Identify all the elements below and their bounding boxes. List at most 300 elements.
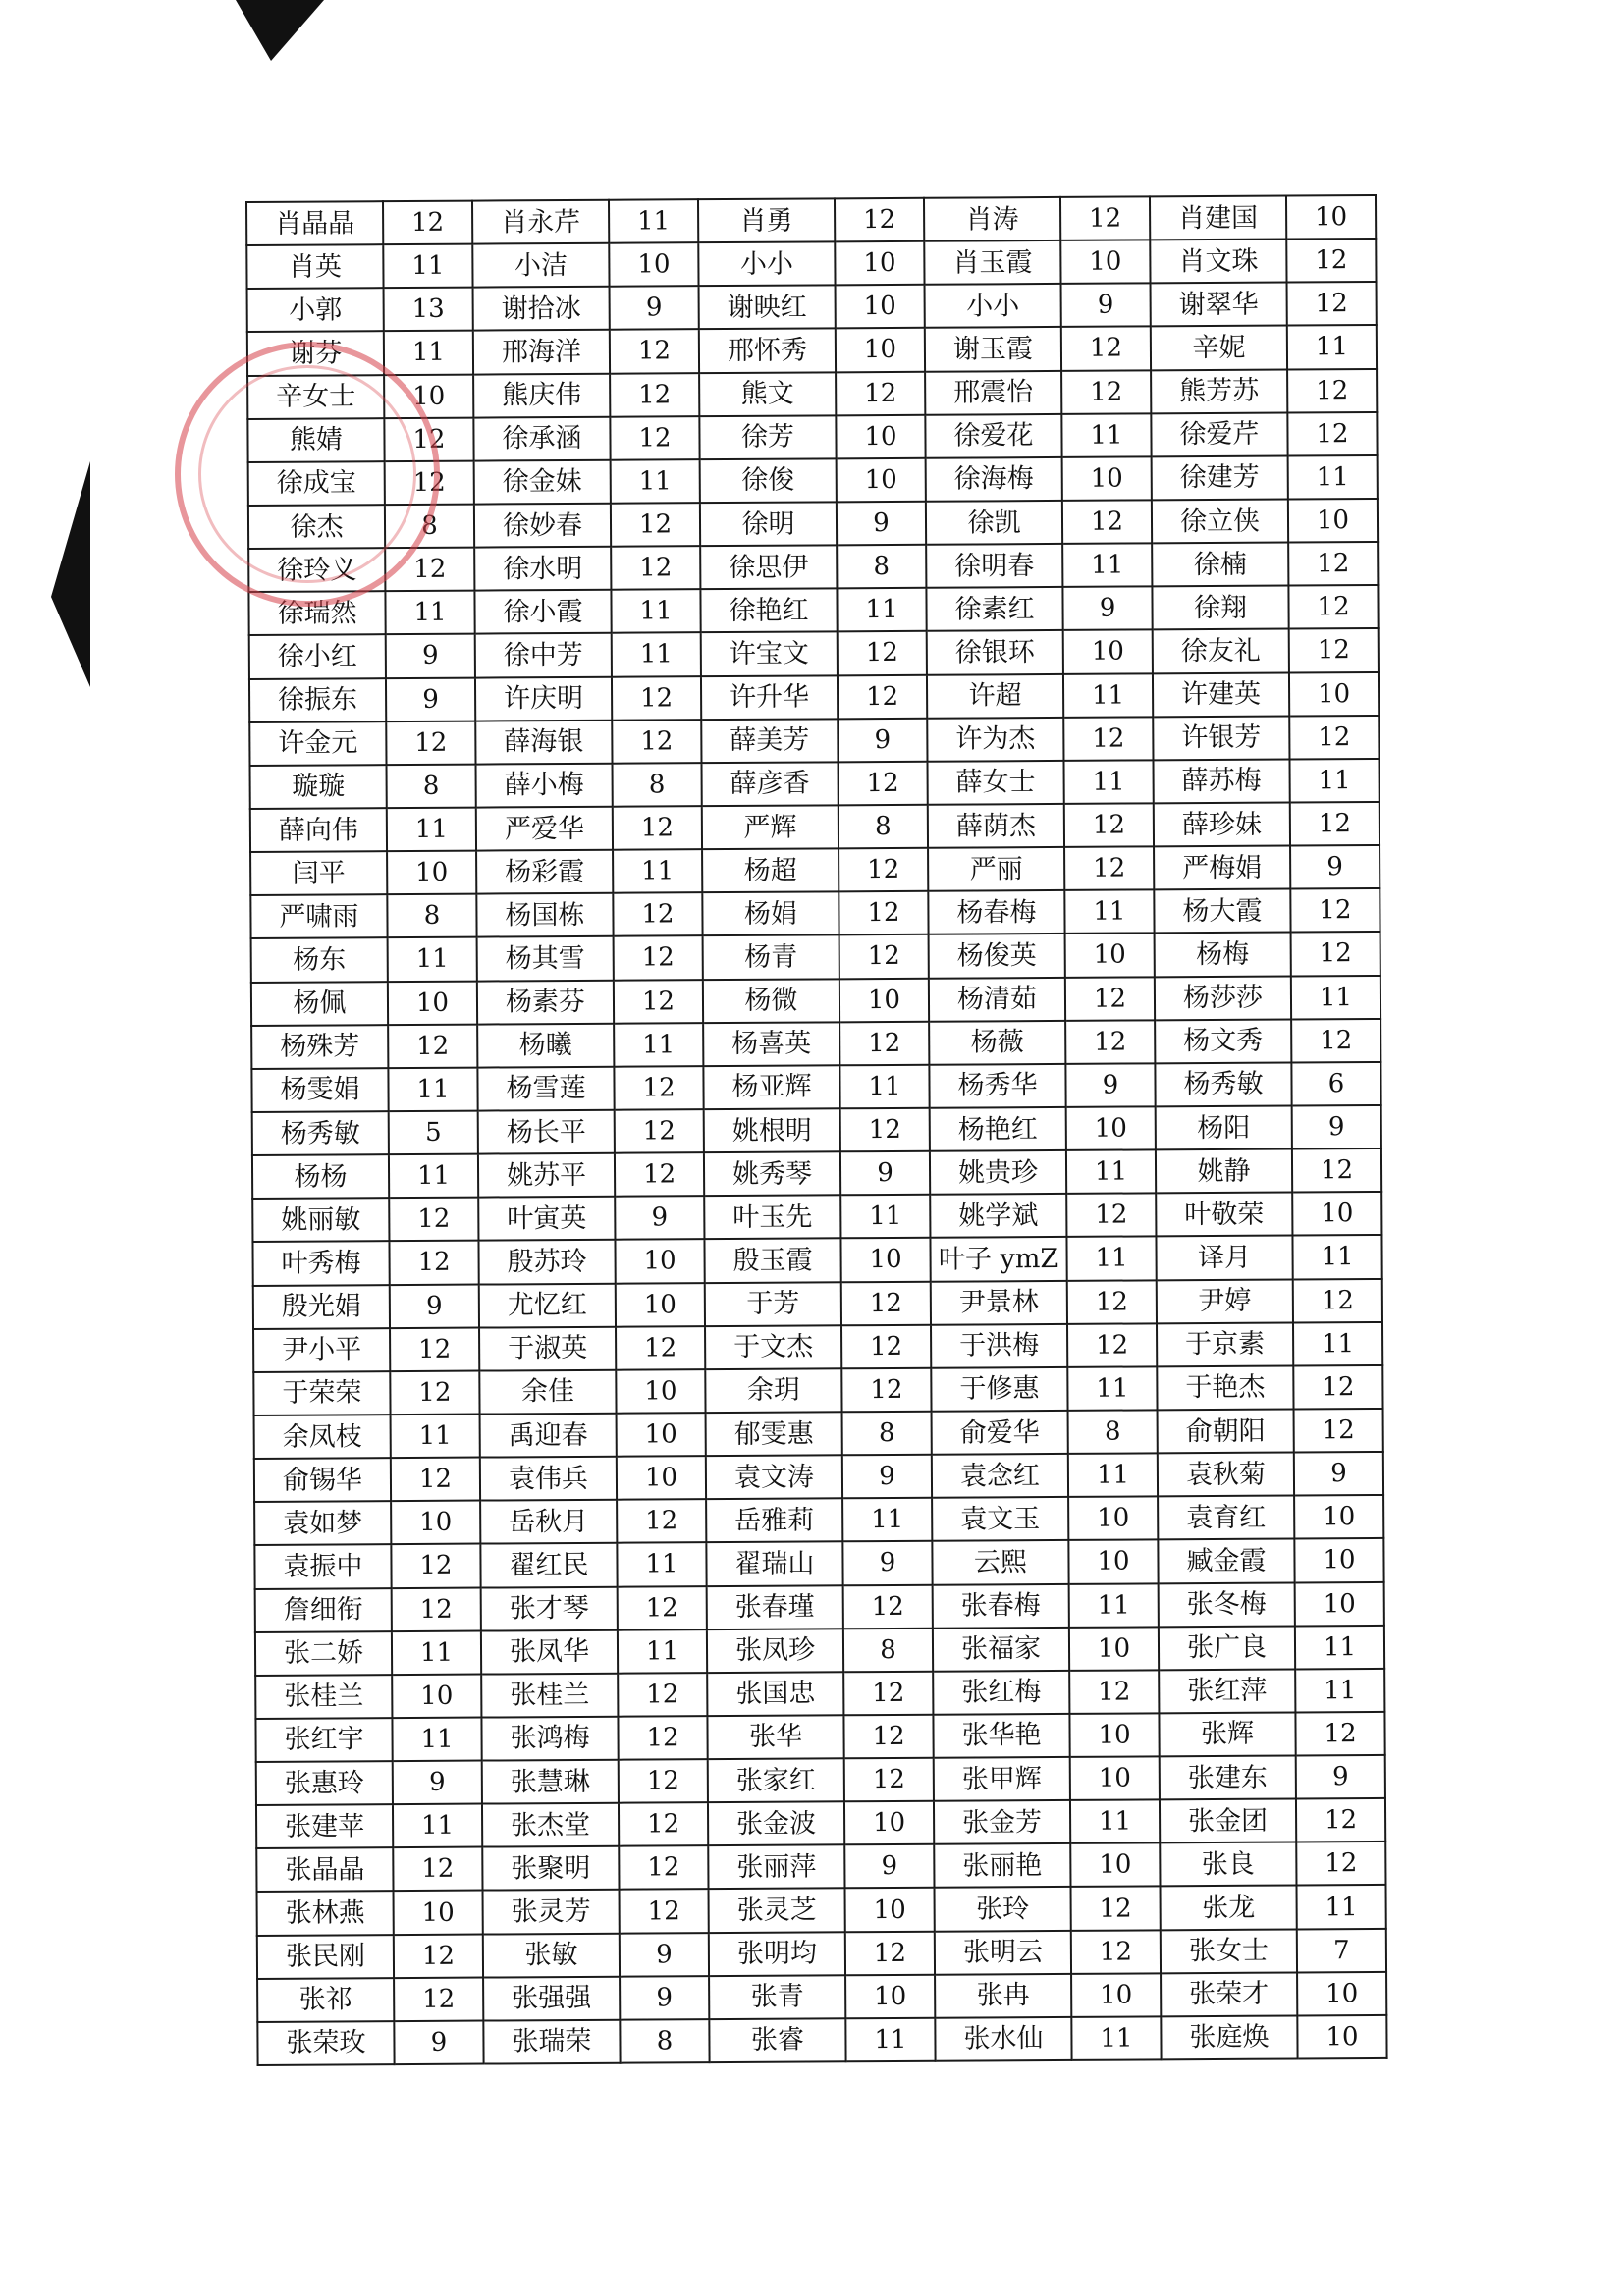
name-cell: 杨微 (703, 979, 839, 1023)
count-cell: 9 (1290, 845, 1380, 889)
name-cell: 姚丽敏 (252, 1198, 389, 1242)
count-cell: 11 (1292, 1235, 1381, 1279)
name-cell: 许宝文 (701, 632, 838, 676)
name-cell: 邢海洋 (473, 330, 610, 374)
count-cell: 12 (612, 676, 701, 721)
name-cell: 邢震怡 (925, 370, 1061, 414)
name-cell: 徐金妹 (474, 460, 611, 505)
count-cell: 12 (391, 1544, 480, 1588)
count-cell: 11 (388, 937, 477, 982)
name-cell: 尹小平 (253, 1328, 390, 1372)
count-cell: 12 (839, 891, 928, 935)
count-cell: 12 (1060, 196, 1150, 240)
count-cell: 10 (1070, 1843, 1160, 1888)
table-row (253, 1365, 1382, 1415)
roster-body (246, 195, 1387, 2065)
count-cell: 10 (839, 978, 929, 1022)
name-cell: 薛海银 (475, 720, 612, 764)
table-row (257, 2015, 1386, 2065)
name-cell: 张建苹 (256, 1804, 393, 1848)
name-cell: 徐杰 (248, 505, 385, 549)
count-cell: 11 (1063, 760, 1153, 804)
name-cell: 余玥 (705, 1368, 841, 1413)
count-cell: 10 (835, 241, 924, 286)
name-cell: 叶子 ymZ (930, 1237, 1066, 1281)
name-cell: 张晶晶 (256, 1847, 393, 1892)
name-cell: 薛苏梅 (1153, 759, 1289, 803)
count-cell: 7 (1297, 1929, 1386, 1973)
name-cell: 肖涛 (924, 197, 1060, 241)
name-cell: 肖永芹 (472, 200, 609, 244)
name-cell: 徐友礼 (1153, 629, 1289, 673)
count-cell: 11 (617, 1543, 706, 1587)
name-cell: 张祁 (257, 1978, 394, 2022)
name-cell: 张青 (709, 1975, 845, 2019)
count-cell: 12 (388, 1024, 477, 1068)
count-cell: 12 (1291, 932, 1380, 976)
name-cell: 谢芬 (247, 332, 384, 376)
name-cell: 袁文玉 (932, 1497, 1068, 1541)
count-cell: 8 (387, 764, 476, 808)
table-row (247, 412, 1377, 462)
name-cell: 张春瑾 (707, 1585, 843, 1629)
count-cell: 12 (1064, 803, 1154, 847)
name-cell: 张凤珍 (707, 1629, 843, 1673)
count-cell: 12 (844, 1758, 934, 1802)
count-cell: 12 (841, 1324, 931, 1368)
name-cell: 徐小霞 (474, 590, 611, 634)
name-cell: 袁如梦 (254, 1501, 391, 1545)
name-cell: 徐承涵 (473, 416, 610, 460)
count-cell: 12 (838, 674, 927, 719)
name-cell: 尹景林 (931, 1280, 1067, 1324)
count-cell: 10 (388, 981, 477, 1025)
count-cell: 12 (1286, 239, 1376, 283)
name-cell: 张家红 (708, 1758, 844, 1802)
count-cell: 12 (841, 1368, 931, 1413)
name-cell: 于艳杰 (1157, 1365, 1293, 1410)
name-cell: 杨超 (702, 848, 839, 892)
count-cell: 12 (839, 762, 928, 806)
count-cell: 12 (611, 546, 700, 590)
name-cell: 张红宇 (255, 1718, 392, 1762)
table-row (248, 499, 1378, 549)
count-cell: 10 (840, 1238, 930, 1282)
name-cell: 杨青 (703, 935, 839, 980)
name-cell: 杨梅 (1155, 933, 1291, 977)
count-cell: 10 (1297, 1972, 1386, 2016)
count-cell: 11 (1291, 975, 1380, 1019)
name-cell: 严辉 (702, 805, 839, 849)
count-cell: 10 (1063, 630, 1153, 674)
count-cell: 10 (836, 285, 925, 329)
count-cell: 10 (1068, 1497, 1158, 1541)
name-cell: 张辉 (1159, 1712, 1295, 1756)
name-cell: 尤忆红 (479, 1283, 616, 1327)
count-cell: 12 (1063, 717, 1153, 761)
count-cell: 9 (610, 286, 699, 330)
count-cell: 9 (844, 1844, 934, 1889)
count-cell: 12 (610, 416, 699, 460)
count-cell: 10 (1070, 1756, 1160, 1800)
name-cell: 臧金霞 (1158, 1539, 1294, 1583)
name-cell: 杨殊芳 (251, 1025, 388, 1069)
name-cell: 翟瑞山 (706, 1542, 842, 1586)
name-cell: 张瑞荣 (483, 2020, 620, 2064)
name-cell: 张睿 (709, 2018, 845, 2062)
table-row (252, 1192, 1381, 1242)
name-cell: 殷光娟 (253, 1285, 390, 1329)
name-cell: 邢怀秀 (699, 329, 836, 373)
count-cell: 12 (1067, 1323, 1157, 1367)
name-cell: 俞锡华 (254, 1458, 391, 1502)
count-cell: 12 (1061, 327, 1151, 371)
count-cell: 11 (612, 633, 701, 677)
count-cell: 11 (387, 808, 476, 852)
name-cell: 张林燕 (257, 1892, 394, 1936)
name-cell: 张春梅 (933, 1583, 1069, 1628)
count-cell: 8 (387, 894, 476, 938)
count-cell: 10 (391, 1501, 480, 1545)
name-cell: 杨长平 (478, 1110, 615, 1154)
count-cell: 11 (611, 589, 700, 633)
name-cell: 张冉 (935, 1974, 1071, 2018)
name-cell: 肖晶晶 (246, 201, 383, 245)
count-cell: 12 (1293, 1365, 1382, 1410)
name-cell: 严丽 (928, 847, 1064, 891)
table-row (254, 1409, 1383, 1459)
count-cell: 12 (619, 1759, 708, 1803)
name-cell: 殷玉霞 (704, 1239, 840, 1283)
count-cell: 8 (842, 1412, 932, 1456)
count-cell: 9 (1296, 1755, 1385, 1799)
count-cell: 8 (620, 2019, 709, 2063)
count-cell: 10 (1068, 1540, 1158, 1584)
count-cell: 12 (1288, 585, 1378, 629)
name-cell: 许金元 (249, 721, 386, 766)
name-cell: 张明均 (709, 1932, 845, 1976)
count-cell: 10 (1294, 1538, 1383, 1582)
count-cell: 12 (385, 548, 474, 592)
name-cell: 徐立侠 (1152, 500, 1288, 544)
name-cell: 张桂兰 (255, 1675, 392, 1719)
count-cell: 11 (393, 1804, 482, 1848)
name-cell: 于洪梅 (931, 1324, 1067, 1368)
count-cell: 12 (618, 1716, 707, 1760)
count-cell: 10 (1294, 1495, 1383, 1539)
count-cell: 12 (840, 1108, 930, 1152)
count-cell: 8 (385, 505, 474, 549)
name-cell: 张金波 (708, 1802, 844, 1846)
count-cell: 12 (1069, 1670, 1159, 1714)
table-row (251, 975, 1380, 1025)
count-cell: 11 (613, 849, 702, 893)
count-cell: 12 (836, 371, 925, 415)
count-cell: 12 (619, 1802, 708, 1846)
name-cell: 张慧琳 (482, 1760, 619, 1804)
table-row (254, 1495, 1383, 1545)
name-cell: 小洁 (472, 243, 609, 288)
count-cell: 9 (842, 1541, 932, 1585)
name-cell: 杨文秀 (1155, 1019, 1291, 1063)
name-cell: 肖勇 (698, 198, 835, 242)
name-cell: 张建东 (1160, 1756, 1296, 1800)
table-row (257, 1885, 1386, 1935)
name-cell: 于文杰 (705, 1325, 841, 1369)
name-cell: 杨雪莲 (477, 1067, 614, 1111)
name-cell: 肖建国 (1150, 196, 1286, 240)
name-cell: 熊婧 (247, 418, 384, 462)
count-cell: 12 (616, 1326, 705, 1370)
name-cell: 俞朝阳 (1158, 1409, 1294, 1453)
name-cell: 许建英 (1153, 672, 1289, 717)
count-cell: 12 (392, 1587, 481, 1631)
name-cell: 许庆明 (475, 676, 612, 721)
name-cell: 徐楠 (1152, 543, 1288, 587)
count-cell: 12 (839, 848, 928, 892)
name-cell: 叶敬荣 (1156, 1193, 1292, 1237)
count-cell: 11 (839, 1065, 929, 1109)
count-cell: 12 (386, 721, 475, 765)
count-cell: 12 (1295, 1712, 1384, 1756)
count-cell: 10 (392, 1674, 481, 1718)
count-cell: 12 (839, 1021, 929, 1065)
table-row (251, 1019, 1380, 1069)
count-cell: 12 (613, 892, 702, 936)
count-cell: 11 (1066, 1237, 1156, 1281)
name-cell: 张金芳 (934, 1800, 1070, 1844)
count-cell: 12 (1287, 412, 1377, 456)
name-cell: 杨杨 (252, 1154, 389, 1199)
name-cell: 谢玉霞 (925, 327, 1061, 371)
name-cell: 徐中芳 (475, 633, 612, 677)
name-cell: 杨薇 (929, 1021, 1065, 1065)
name-cell: 张灵芳 (483, 1890, 620, 1934)
name-cell: 徐振东 (249, 678, 386, 722)
table-row (255, 1712, 1384, 1762)
table-row (250, 802, 1380, 852)
count-cell: 9 (837, 502, 926, 546)
count-cell: 12 (618, 1673, 707, 1717)
count-cell: 12 (1294, 1409, 1383, 1453)
table-row (246, 239, 1376, 289)
count-cell: 10 (1062, 456, 1152, 501)
name-cell: 谢拾冰 (473, 287, 610, 331)
count-cell: 12 (393, 1847, 482, 1892)
count-cell: 9 (615, 1196, 704, 1240)
name-cell: 张丽艳 (934, 1843, 1070, 1888)
count-cell: 12 (384, 417, 473, 461)
name-cell: 徐明 (700, 502, 837, 546)
name-cell: 薛荫杰 (928, 804, 1064, 848)
name-cell: 杨其雪 (477, 936, 614, 981)
count-cell: 12 (394, 1977, 483, 2021)
count-cell: 9 (620, 1933, 709, 1977)
count-cell: 12 (1065, 977, 1155, 1021)
name-cell: 姚秀琴 (704, 1151, 840, 1196)
count-cell: 10 (1289, 672, 1379, 717)
count-cell: 11 (614, 1023, 703, 1067)
name-cell: 杨国栋 (476, 893, 613, 937)
count-cell: 9 (386, 634, 475, 678)
name-cell: 张才琴 (481, 1586, 618, 1630)
table-row (253, 1322, 1382, 1372)
count-cell: 11 (383, 244, 472, 289)
name-cell: 杨清茹 (929, 977, 1065, 1021)
name-cell: 张金团 (1160, 1799, 1296, 1843)
name-cell: 杨东 (251, 938, 388, 983)
count-cell: 12 (611, 503, 700, 547)
count-cell: 12 (1061, 370, 1151, 414)
count-cell: 10 (836, 414, 925, 458)
count-cell: 12 (612, 720, 701, 764)
table-row (249, 672, 1379, 722)
name-cell: 姚苏平 (478, 1153, 615, 1198)
count-cell: 12 (1292, 1148, 1381, 1193)
name-cell: 张明云 (935, 1931, 1071, 1975)
count-cell: 11 (1295, 1626, 1384, 1670)
count-cell: 12 (620, 1890, 709, 1934)
count-cell: 10 (609, 242, 698, 287)
count-cell: 5 (389, 1111, 478, 1155)
name-cell: 张二娇 (255, 1631, 392, 1676)
name-cell: 张龙 (1161, 1886, 1297, 1930)
table-row (255, 1626, 1384, 1676)
count-cell: 10 (1292, 1192, 1381, 1236)
name-cell: 张庭焕 (1161, 2015, 1297, 2059)
name-cell: 张民刚 (257, 1935, 394, 1979)
name-cell: 张灵芝 (709, 1889, 845, 1933)
count-cell: 11 (1063, 673, 1153, 718)
name-cell: 许银芳 (1153, 716, 1289, 760)
table-row (249, 628, 1379, 678)
count-cell: 11 (1293, 1322, 1382, 1366)
count-cell: 11 (1295, 1669, 1384, 1713)
name-cell: 徐银环 (927, 630, 1063, 674)
name-cell: 张鸿梅 (481, 1717, 618, 1761)
name-cell: 小郭 (247, 288, 384, 332)
count-cell: 12 (610, 373, 699, 417)
count-cell: 9 (840, 1151, 930, 1196)
count-cell: 10 (384, 374, 473, 418)
name-cell: 杨曦 (477, 1023, 614, 1067)
count-cell: 12 (385, 460, 474, 505)
table-row (247, 282, 1377, 332)
count-cell: 12 (615, 1152, 704, 1197)
count-cell: 12 (390, 1327, 479, 1371)
name-cell: 杨俊英 (929, 934, 1065, 978)
count-cell: 12 (394, 1934, 483, 1978)
count-cell: 11 (611, 459, 700, 504)
name-cell: 于修惠 (931, 1367, 1067, 1412)
count-cell: 12 (383, 201, 472, 245)
name-cell: 张敏 (483, 1933, 620, 1977)
name-cell: 杨艳红 (930, 1107, 1066, 1151)
name-cell: 杨娟 (702, 892, 839, 936)
name-cell: 张冬梅 (1159, 1582, 1295, 1627)
count-cell: 11 (1288, 455, 1378, 500)
count-cell: 9 (620, 1976, 709, 2020)
name-cell: 徐玲义 (248, 548, 385, 592)
name-cell: 徐翔 (1152, 586, 1288, 630)
name-cell: 云熙 (932, 1540, 1068, 1584)
count-cell: 12 (618, 1586, 707, 1630)
name-cell: 翟红民 (480, 1543, 617, 1587)
count-cell: 12 (617, 1499, 706, 1543)
count-cell: 11 (1069, 1583, 1159, 1628)
count-cell: 9 (1065, 1063, 1155, 1107)
count-cell: 10 (837, 458, 926, 503)
name-cell: 谢映红 (699, 286, 836, 330)
name-cell: 张华 (707, 1715, 843, 1759)
count-cell: 11 (385, 591, 474, 635)
name-cell: 杨秀敏 (252, 1111, 389, 1155)
name-cell: 薛小梅 (476, 764, 613, 808)
name-cell: 璇璇 (250, 765, 387, 809)
count-cell: 9 (1061, 284, 1151, 328)
name-cell: 徐建芳 (1152, 455, 1288, 500)
table-row (249, 716, 1379, 766)
name-cell: 熊庆伟 (473, 373, 610, 417)
name-cell: 徐水明 (474, 547, 611, 591)
name-cell: 岳雅莉 (706, 1499, 842, 1543)
name-cell: 薛向伟 (250, 808, 387, 852)
count-cell: 12 (1064, 846, 1154, 890)
name-cell: 张华艳 (933, 1714, 1069, 1758)
count-cell: 11 (1061, 413, 1151, 457)
count-cell: 10 (387, 851, 476, 895)
count-cell: 11 (1067, 1366, 1157, 1411)
count-cell: 11 (609, 199, 698, 243)
name-cell: 杨彩霞 (476, 850, 613, 894)
count-cell: 11 (1068, 1453, 1158, 1497)
table-row (248, 542, 1378, 592)
count-cell: 10 (1066, 1106, 1156, 1150)
count-cell: 8 (1068, 1410, 1158, 1454)
name-cell: 余佳 (479, 1370, 616, 1415)
name-cell: 杨春梅 (928, 890, 1064, 934)
count-cell: 12 (1291, 1019, 1380, 1063)
name-cell: 张荣才 (1161, 1972, 1297, 2016)
name-cell: 徐海梅 (926, 457, 1062, 502)
count-cell: 12 (1062, 500, 1152, 544)
name-cell: 杨阳 (1156, 1105, 1292, 1149)
name-cell: 徐小红 (249, 635, 386, 679)
count-cell: 12 (389, 1198, 478, 1242)
name-cell: 严啸雨 (250, 894, 387, 938)
name-cell: 于京素 (1157, 1322, 1293, 1366)
count-cell: 12 (1289, 716, 1379, 760)
count-cell: 12 (843, 1672, 933, 1716)
count-cell: 10 (845, 1975, 935, 2019)
name-cell: 张杰堂 (482, 1803, 619, 1847)
name-cell: 姚贵珍 (930, 1150, 1066, 1195)
count-cell: 10 (616, 1283, 705, 1327)
name-cell: 肖玉霞 (924, 240, 1060, 285)
name-cell: 熊文 (699, 372, 836, 416)
count-cell: 12 (1289, 628, 1379, 672)
name-cell: 辛女士 (247, 375, 384, 419)
name-cell: 薛彦香 (702, 762, 839, 806)
table-row (248, 585, 1378, 635)
count-cell: 9 (1294, 1452, 1383, 1496)
name-cell: 张甲辉 (934, 1757, 1070, 1801)
table-row (256, 1798, 1385, 1848)
name-cell: 张水仙 (935, 2017, 1071, 2061)
count-cell: 11 (1066, 1149, 1156, 1194)
name-cell: 谢翠华 (1151, 283, 1287, 327)
name-cell: 袁伟兵 (480, 1457, 617, 1501)
